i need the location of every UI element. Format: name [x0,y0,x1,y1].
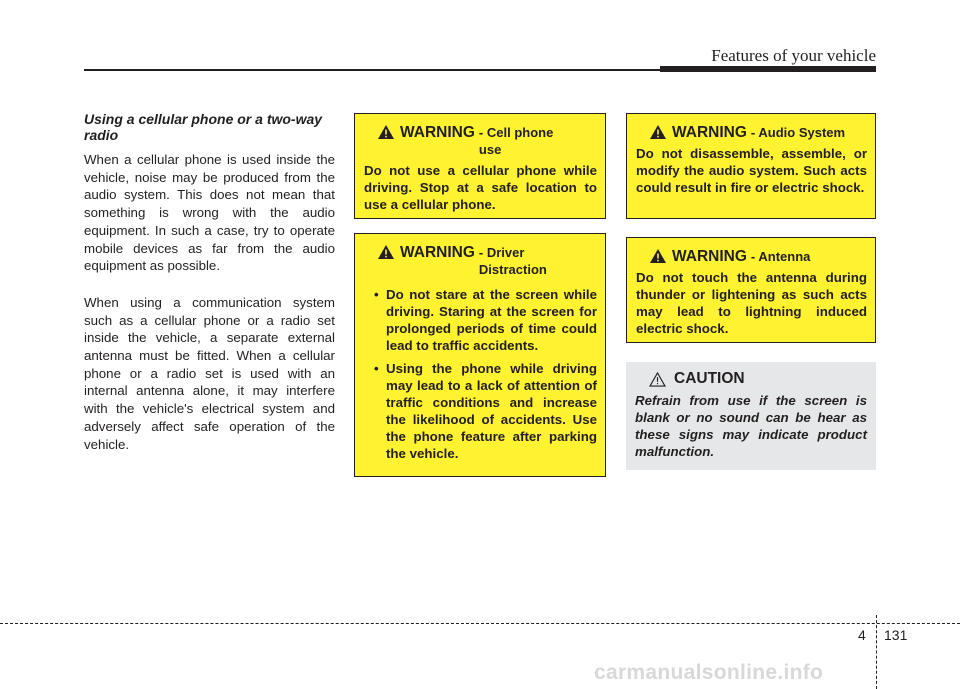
section-title: Features of your vehicle [711,46,876,65]
warning-triangle-icon [650,249,666,263]
subheading: Using a cellular phone or a two-way radio [84,111,323,143]
page-number: 131 [884,627,908,643]
warning-label: WARNING [400,124,475,141]
warning-box-driver-distraction [354,233,606,477]
main-column [84,111,335,472]
warning-subtitle: - Antenna [750,249,811,264]
warning-text: Do not touch the antenna during thunder or lightening as such acts may lead to lightning induced electric shock. [636,270,867,336]
warning-box-cell-phone [354,113,606,219]
chapter-number: 4 [858,627,866,643]
list-item: • Do not stare at the screen while driving. Staring at the screen for prolonged periods of time could lead to traffic accidents. [364,286,597,354]
footer-divider [876,615,877,689]
caution-box [626,362,876,470]
warning-text: Do not disassemble, assemble, or modify the audio system. Such acts could result in fire or electric shock. [636,146,867,195]
warning-box-audio-system [626,113,876,219]
warning-label: WARNING [400,244,475,261]
footer-rule [0,623,960,624]
caution-title [635,370,867,388]
caution-text: Refrain from use if the screen is blank or no sound can be hear as these signs may indicate product malfunction. [635,393,867,459]
warning-subtitle: - Driver Distraction [478,245,547,277]
warning-label: WARNING [672,124,747,141]
warning-title [636,248,867,265]
warning-triangle-icon [378,125,394,139]
warning-box-antenna [626,237,876,343]
warning-bullet-list [364,286,597,462]
header-rule-accent [660,66,876,72]
warning-label: WARNING [672,248,747,265]
warning-subtitle: - Audio System [750,125,846,140]
header-rule [84,69,660,71]
list-item: • Using the phone while driving may lead to a lack of attention of traffic conditions and increase the likelihood of accidents. Use the phone feature after parking the vehicle. [364,360,597,462]
warning-title [636,124,867,141]
warning-triangle-icon [650,125,666,139]
paragraph-2: When using a communication system such as a cellular phone or a radio set inside the vehicle, a separate external antenna must be fitted. When a cellular phone or a radio set is used with an internal antenna alone, it may interfere with the vehicle's electrical system and adversely affect safe operation of the vehicle. [84,294,335,452]
warning-title [364,124,597,158]
caution-label: CAUTION [674,370,745,387]
warning-subtitle: - Cell phone use [478,125,554,157]
warning-title [364,244,597,278]
paragraph-1: When a cellular phone is used inside the vehicle, noise may be produced from the audio system. This does not mean that something is wrong with the audio equipment. In such a case, try to operate mobile devices as far from the audio equipment as possible. [84,152,335,274]
watermark: carmanualsonline.info [594,661,824,684]
warning-triangle-icon [378,245,394,259]
caution-triangle-icon [649,372,666,387]
warning-text: Do not use a cellular phone while driving. Stop at a safe location to use a cellular phone. [364,163,597,212]
